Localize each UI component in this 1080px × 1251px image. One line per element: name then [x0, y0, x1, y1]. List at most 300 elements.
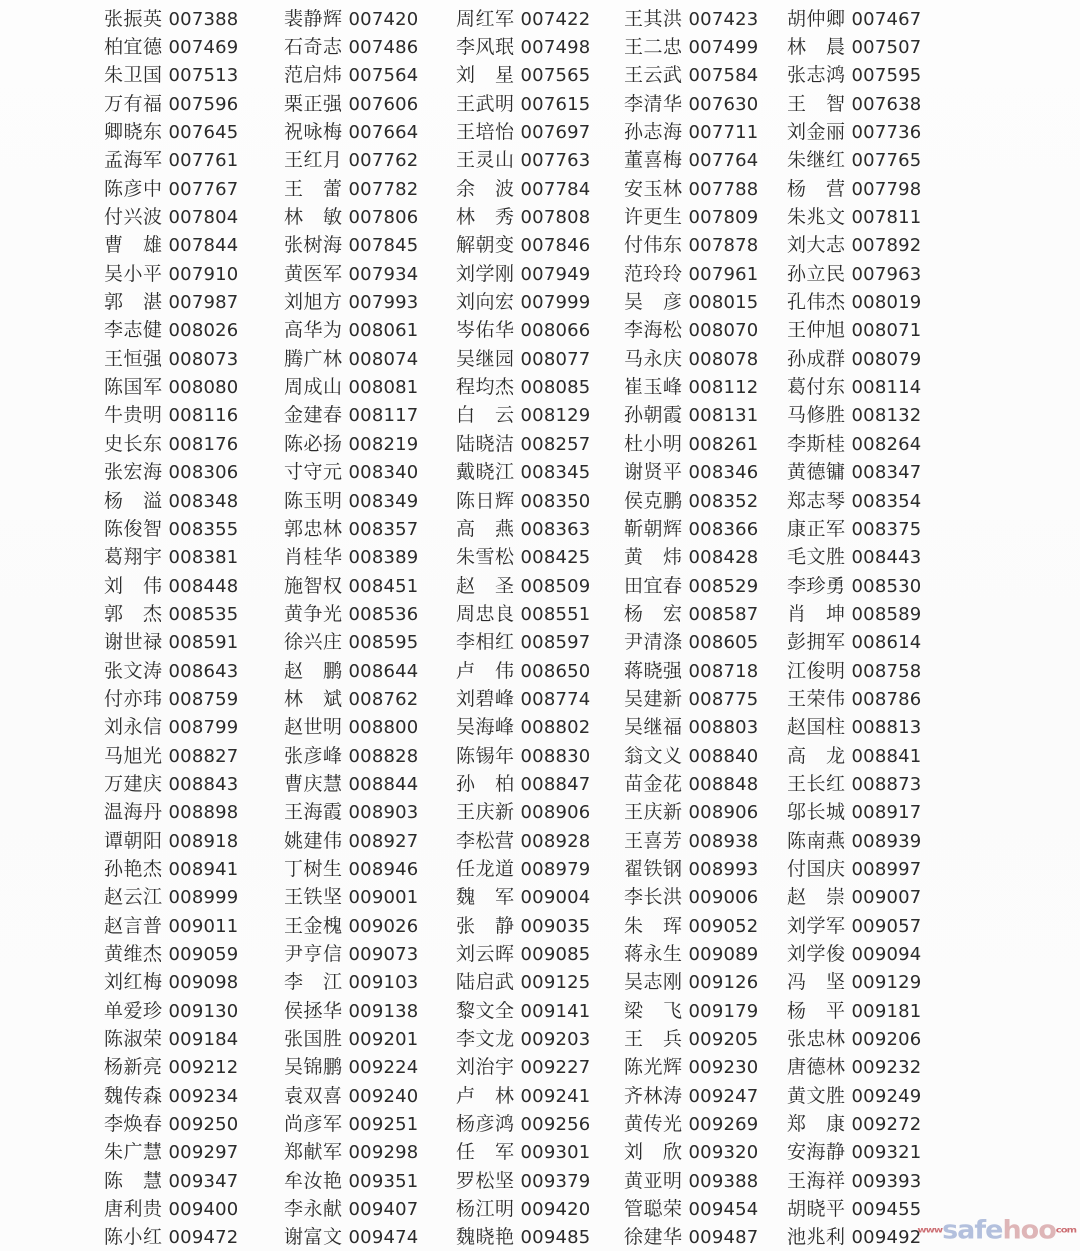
- person-id: 007420: [348, 8, 419, 30]
- roster-entry: [787, 967, 944, 994]
- person-id: 009184: [168, 1029, 239, 1051]
- roster-entry: [787, 542, 944, 569]
- person-id: 007388: [168, 8, 239, 30]
- person-name: 孟海军: [104, 149, 163, 172]
- person-id: 008917: [851, 802, 922, 824]
- roster-entry: [456, 996, 624, 1023]
- person-id: 008644: [348, 660, 419, 682]
- person-name: 腾广林: [284, 347, 343, 370]
- person-id: 008605: [688, 632, 759, 654]
- roster-row: [104, 598, 944, 626]
- person-id: 007811: [851, 207, 922, 229]
- person-name: 黄 炜: [624, 546, 683, 569]
- person-id: 007878: [688, 235, 759, 257]
- person-name: 黄德镛: [787, 461, 846, 484]
- roster-entry: [456, 514, 624, 541]
- person-id: 009201: [348, 1029, 419, 1051]
- person-name: 郑 康: [787, 1113, 846, 1136]
- person-id: 008813: [851, 717, 922, 739]
- roster-entry: [456, 174, 624, 201]
- roster-entry: [787, 1137, 944, 1164]
- roster-entry: [787, 287, 944, 314]
- person-name: 刘学俊: [787, 943, 846, 966]
- person-id: 008261: [688, 433, 759, 455]
- person-name: 王其洪: [624, 7, 683, 30]
- person-id: 009203: [520, 1029, 591, 1051]
- roster-entry: [787, 486, 944, 513]
- roster-entry: [787, 145, 944, 172]
- person-id: 008718: [688, 660, 759, 682]
- person-name: 林 秀: [456, 206, 515, 229]
- roster-entry: [284, 315, 456, 342]
- roster-entry: [787, 400, 944, 427]
- person-name: 周红军: [456, 7, 515, 30]
- person-name: 谢贤平: [624, 461, 683, 484]
- roster-entry: [284, 741, 456, 768]
- person-id: 008015: [688, 292, 759, 314]
- person-name: 王庆新: [624, 801, 683, 824]
- roster-row: [104, 570, 944, 598]
- roster-entry: [104, 797, 284, 824]
- person-name: 赵 鹏: [284, 659, 343, 682]
- person-name: 陈小红: [104, 1226, 163, 1249]
- person-name: 马修胜: [787, 404, 846, 427]
- person-id: 007469: [168, 37, 239, 59]
- roster-row: [104, 145, 944, 173]
- person-id: 009059: [168, 944, 239, 966]
- person-name: 黄亚明: [624, 1169, 683, 1192]
- person-name: 郭 杰: [104, 602, 163, 625]
- roster-entry: [787, 939, 944, 966]
- person-name: 肖 坤: [787, 602, 846, 625]
- roster-entry: [284, 1222, 456, 1249]
- person-id: 008348: [168, 490, 239, 512]
- person-name: 唐德林: [787, 1056, 846, 1079]
- roster-entry: [104, 1024, 284, 1051]
- roster-entry: [284, 967, 456, 994]
- person-id: 008997: [851, 858, 922, 880]
- roster-entry: [284, 174, 456, 201]
- person-id: 007645: [168, 122, 239, 144]
- person-id: 009241: [520, 1085, 591, 1107]
- roster-entry: [787, 741, 944, 768]
- person-id: 008073: [168, 348, 239, 370]
- person-name: 陈 慧: [104, 1169, 163, 1192]
- person-name: 王二忠: [624, 36, 683, 59]
- roster-entry: [284, 882, 456, 909]
- roster-entry: [787, 1052, 944, 1079]
- person-id: 009351: [348, 1170, 419, 1192]
- person-name: 陈淑荣: [104, 1028, 163, 1051]
- person-id: 008117: [348, 405, 419, 427]
- person-id: 008844: [348, 773, 419, 795]
- roster-row: [104, 1052, 944, 1080]
- roster-entry: [104, 882, 284, 909]
- roster-row: [104, 3, 944, 31]
- roster-entry: [787, 996, 944, 1023]
- roster-entry: [787, 372, 944, 399]
- person-name: 朱 珲: [624, 914, 683, 937]
- person-id: 009098: [168, 972, 239, 994]
- roster-entry: [787, 514, 944, 541]
- roster-entry: [624, 429, 787, 456]
- person-name: 陈国军: [104, 376, 163, 399]
- roster-entry: [787, 627, 944, 654]
- person-id: 007934: [348, 263, 419, 285]
- person-id: 007638: [851, 93, 922, 115]
- person-name: 杨 营: [787, 177, 846, 200]
- person-name: 李松营: [456, 829, 515, 852]
- person-name: 王武明: [456, 92, 515, 115]
- roster-entry: [624, 259, 787, 286]
- person-name: 袁双喜: [284, 1084, 343, 1107]
- person-id: 007910: [168, 263, 239, 285]
- person-id: 007987: [168, 292, 239, 314]
- roster-entry: [456, 939, 624, 966]
- person-id: 009407: [348, 1199, 419, 1221]
- person-name: 王荣伟: [787, 687, 846, 710]
- person-name: 尹亨信: [284, 943, 343, 966]
- person-id: 009026: [348, 915, 419, 937]
- roster-entry: [624, 684, 787, 711]
- person-name: 白 云: [456, 404, 515, 427]
- person-id: 008803: [688, 717, 759, 739]
- person-name: 王 蕾: [284, 177, 343, 200]
- person-name: 杨 宏: [624, 602, 683, 625]
- person-id: 008345: [520, 462, 591, 484]
- person-name: 黄争光: [284, 602, 343, 625]
- person-id: 008019: [851, 292, 922, 314]
- roster-entry: [456, 1081, 624, 1108]
- roster-row: [104, 230, 944, 258]
- roster-entry: [624, 117, 787, 144]
- person-id: 008873: [851, 773, 922, 795]
- person-id: 008363: [520, 518, 591, 540]
- person-name: 丁树生: [284, 857, 343, 880]
- roster-entry: [284, 627, 456, 654]
- roster-entry: [787, 202, 944, 229]
- person-id: 008529: [688, 575, 759, 597]
- roster-entry: [624, 174, 787, 201]
- roster-entry: [284, 457, 456, 484]
- person-id: 008355: [168, 518, 239, 540]
- roster-entry: [104, 911, 284, 938]
- roster-entry: [456, 571, 624, 598]
- person-name: 周忠良: [456, 602, 515, 625]
- roster-entry: [624, 854, 787, 881]
- person-name: 牛贵明: [104, 404, 163, 427]
- roster-entry: [456, 344, 624, 371]
- person-name: 祝咏梅: [284, 121, 343, 144]
- person-name: 栗正强: [284, 92, 343, 115]
- person-id: 009230: [688, 1057, 759, 1079]
- roster-entry: [284, 712, 456, 739]
- person-name: 孙立民: [787, 262, 846, 285]
- person-id: 009393: [851, 1170, 922, 1192]
- person-name: 陈南燕: [787, 829, 846, 852]
- roster-entry: [456, 117, 624, 144]
- roster-entry: [787, 684, 944, 711]
- person-id: 007486: [348, 37, 419, 59]
- person-name: 王长红: [787, 772, 846, 795]
- person-name: 赵 圣: [456, 574, 515, 597]
- person-id: 008366: [688, 518, 759, 540]
- roster-entry: [456, 457, 624, 484]
- roster-entry: [456, 741, 624, 768]
- roster-entry: [284, 230, 456, 257]
- roster-entry: [104, 230, 284, 257]
- roster-entry: [104, 1222, 284, 1249]
- person-id: 008347: [851, 462, 922, 484]
- roster-entry: [284, 1052, 456, 1079]
- person-name: 谭朝阳: [104, 829, 163, 852]
- person-id: 008081: [348, 377, 419, 399]
- roster-entry: [456, 486, 624, 513]
- person-name: 张振英: [104, 7, 163, 30]
- person-name: 管聪荣: [624, 1198, 683, 1221]
- person-name: 齐林涛: [624, 1084, 683, 1107]
- person-name: 陈光辉: [624, 1056, 683, 1079]
- roster-entry: [284, 797, 456, 824]
- roster-entry: [624, 1137, 787, 1164]
- person-id: 008219: [348, 433, 419, 455]
- person-id: 008999: [168, 887, 239, 909]
- roster-entry: [624, 4, 787, 31]
- roster-entry: [787, 60, 944, 87]
- person-id: 009234: [168, 1085, 239, 1107]
- person-name: 崔玉峰: [624, 376, 683, 399]
- roster-entry: [104, 1052, 284, 1079]
- roster-entry: [284, 571, 456, 598]
- roster-row: [104, 797, 944, 825]
- roster-entry: [456, 429, 624, 456]
- person-name: 魏 军: [456, 886, 515, 909]
- person-name: 朱继红: [787, 149, 846, 172]
- roster-entry: [284, 1194, 456, 1221]
- person-id: 008941: [168, 858, 239, 880]
- person-name: 王铁坚: [284, 886, 343, 909]
- person-name: 陈锡年: [456, 744, 515, 767]
- roster-row: [104, 995, 944, 1023]
- person-name: 岑佑华: [456, 319, 515, 342]
- person-name: 卢 林: [456, 1084, 515, 1107]
- roster-entry: [284, 400, 456, 427]
- roster-entry: [104, 117, 284, 144]
- person-name: 王喜芳: [624, 829, 683, 852]
- person-id: 008077: [520, 348, 591, 370]
- person-name: 吴锦鹏: [284, 1056, 343, 1079]
- person-name: 高 龙: [787, 744, 846, 767]
- roster-entry: [284, 117, 456, 144]
- person-name: 陆晓洁: [456, 432, 515, 455]
- person-id: 008176: [168, 433, 239, 455]
- roster-row: [104, 1108, 944, 1136]
- person-id: 009007: [851, 887, 922, 909]
- person-name: 李长洪: [624, 886, 683, 909]
- person-name: 张文涛: [104, 659, 163, 682]
- roster-entry: [624, 486, 787, 513]
- roster-entry: [624, 1222, 787, 1249]
- roster-entry: [456, 797, 624, 824]
- person-id: 008340: [348, 462, 419, 484]
- person-id: 008129: [520, 405, 591, 427]
- person-id: 007467: [851, 8, 922, 30]
- person-name: 王仲旭: [787, 319, 846, 342]
- roster-entry: [624, 287, 787, 314]
- person-id: 007498: [520, 37, 591, 59]
- roster-row: [104, 655, 944, 683]
- person-name: 郑献军: [284, 1141, 343, 1164]
- person-id: 007782: [348, 178, 419, 200]
- person-id: 007697: [520, 122, 591, 144]
- person-id: 008448: [168, 575, 239, 597]
- roster-entry: [456, 882, 624, 909]
- person-id: 008389: [348, 547, 419, 569]
- person-name: 孙朝霞: [624, 404, 683, 427]
- person-id: 008918: [168, 830, 239, 852]
- roster-entry: [104, 1166, 284, 1193]
- person-id: 007615: [520, 93, 591, 115]
- roster-entry: [104, 826, 284, 853]
- person-id: 008993: [688, 858, 759, 880]
- roster-entry: [787, 571, 944, 598]
- roster-entry: [104, 315, 284, 342]
- person-id: 009212: [168, 1057, 239, 1079]
- roster-entry: [104, 1109, 284, 1136]
- person-name: 肖桂华: [284, 546, 343, 569]
- roster-entry: [456, 627, 624, 654]
- roster-entry: [624, 514, 787, 541]
- person-name: 曹庆慧: [284, 772, 343, 795]
- roster-entry: [787, 1109, 944, 1136]
- person-name: 冯 坚: [787, 971, 846, 994]
- roster-entry: [624, 400, 787, 427]
- person-name: 胡晓平: [787, 1198, 846, 1221]
- person-name: 姚建伟: [284, 829, 343, 852]
- roster-row: [104, 31, 944, 59]
- person-id: 007664: [348, 122, 419, 144]
- roster-row: [104, 768, 944, 796]
- person-name: 黎文全: [456, 999, 515, 1022]
- person-id: 008802: [520, 717, 591, 739]
- roster-row: [104, 173, 944, 201]
- person-id: 008903: [348, 802, 419, 824]
- person-name: 赵国柱: [787, 716, 846, 739]
- person-id: 009272: [851, 1114, 922, 1136]
- person-name: 唐利贵: [104, 1198, 163, 1221]
- person-name: 刘 星: [456, 64, 515, 87]
- person-id: 007763: [520, 150, 591, 172]
- person-name: 王海祥: [787, 1169, 846, 1192]
- person-id: 009227: [520, 1057, 591, 1079]
- person-name: 孙志海: [624, 121, 683, 144]
- person-name: 孔伟杰: [787, 291, 846, 314]
- person-id: 008841: [851, 745, 922, 767]
- person-name: 尹清涤: [624, 631, 683, 654]
- roster-entry: [104, 571, 284, 598]
- roster-entry: [456, 712, 624, 739]
- person-name: 牟汝艳: [284, 1169, 343, 1192]
- roster-entry: [624, 826, 787, 853]
- roster-entry: [787, 259, 944, 286]
- person-id: 009247: [688, 1085, 759, 1107]
- person-id: 007949: [520, 263, 591, 285]
- person-name: 翁文义: [624, 744, 683, 767]
- person-name: 赵云江: [104, 886, 163, 909]
- watermark-com-text: com: [1055, 1225, 1076, 1235]
- person-name: 金建春: [284, 404, 343, 427]
- roster-row: [104, 853, 944, 881]
- person-name: 孙成群: [787, 347, 846, 370]
- person-id: 007761: [168, 150, 239, 172]
- person-id: 008451: [348, 575, 419, 597]
- person-id: 008939: [851, 830, 922, 852]
- roster-entry: [787, 769, 944, 796]
- person-name: 王培怡: [456, 121, 515, 144]
- person-id: 009347: [168, 1170, 239, 1192]
- person-name: 黄传光: [624, 1113, 683, 1136]
- person-name: 柏宜德: [104, 36, 163, 59]
- roster-entry: [104, 60, 284, 87]
- roster-row: [104, 967, 944, 995]
- person-name: 尚彦军: [284, 1113, 343, 1136]
- person-id: 007767: [168, 178, 239, 200]
- person-id: 008354: [851, 490, 922, 512]
- roster-entry: [456, 1166, 624, 1193]
- roster-entry: [787, 32, 944, 59]
- person-name: 王金槐: [284, 914, 343, 937]
- person-name: 李文龙: [456, 1028, 515, 1051]
- person-name: 李风珉: [456, 36, 515, 59]
- person-id: 009251: [348, 1114, 419, 1136]
- person-id: 007845: [348, 235, 419, 257]
- person-name: 王灵山: [456, 149, 515, 172]
- person-name: 侯克鹏: [624, 489, 683, 512]
- person-name: 张宏海: [104, 461, 163, 484]
- person-name: 吴志刚: [624, 971, 683, 994]
- person-id: 007765: [851, 150, 922, 172]
- person-id: 009379: [520, 1170, 591, 1192]
- person-name: 郭忠林: [284, 517, 343, 540]
- roster-entry: [624, 315, 787, 342]
- person-id: 008375: [851, 518, 922, 540]
- roster-entry: [456, 1024, 624, 1051]
- person-id: 008758: [851, 660, 922, 682]
- roster-entry: [456, 1052, 624, 1079]
- roster-entry: [624, 145, 787, 172]
- roster-entry: [104, 32, 284, 59]
- roster-entry: [456, 967, 624, 994]
- person-name: 刘永信: [104, 716, 163, 739]
- person-id: 008840: [688, 745, 759, 767]
- roster-entry: [104, 259, 284, 286]
- person-id: 008078: [688, 348, 759, 370]
- roster-row: [104, 712, 944, 740]
- roster-entry: [787, 599, 944, 626]
- roster-entry: [624, 372, 787, 399]
- person-name: 李斯桂: [787, 432, 846, 455]
- person-id: 007809: [688, 207, 759, 229]
- person-id: 009126: [688, 972, 759, 994]
- person-name: 陈彦中: [104, 177, 163, 200]
- person-id: 008591: [168, 632, 239, 654]
- person-id: 008443: [851, 547, 922, 569]
- person-id: 009130: [168, 1000, 239, 1022]
- person-name: 任 军: [456, 1141, 515, 1164]
- person-id: 009125: [520, 972, 591, 994]
- person-id: 009240: [348, 1085, 419, 1107]
- person-name: 陈俊智: [104, 517, 163, 540]
